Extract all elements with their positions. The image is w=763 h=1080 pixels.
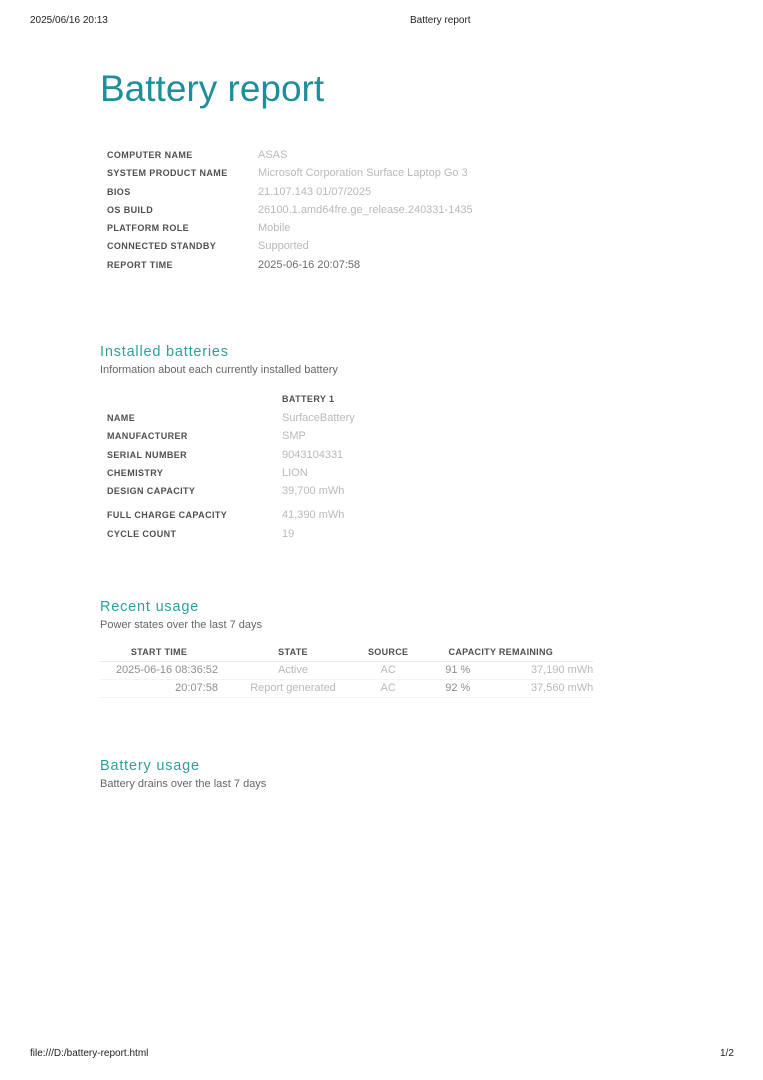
info-value: Supported <box>258 240 309 253</box>
info-value: 21.107.143 01/07/2025 <box>258 185 372 198</box>
info-row <box>107 256 473 274</box>
recent-usage-table <box>100 644 593 698</box>
battery-usage-heading: Battery usage <box>100 758 200 774</box>
col-capacity-remaining: CAPACITY REMAINING <box>408 644 593 661</box>
info-label: SYSTEM PRODUCT NAME <box>107 168 228 179</box>
usage-header-row <box>100 644 593 661</box>
battery-row <box>107 427 355 445</box>
print-header-datetime: 2025/06/16 20:13 <box>30 15 108 26</box>
battery-row <box>107 506 355 524</box>
battery-value: SMP <box>282 430 306 443</box>
system-info-table <box>107 146 473 274</box>
battery-label: CHEMISTRY <box>107 467 164 478</box>
info-label: COMPUTER NAME <box>107 150 193 160</box>
info-row <box>107 219 473 237</box>
col-start-time: START TIME <box>100 644 218 661</box>
battery-label: SERIAL NUMBER <box>107 449 188 460</box>
battery-info-table <box>107 389 355 543</box>
info-row <box>107 164 473 182</box>
col-state: STATE <box>218 644 368 661</box>
info-value: Mobile <box>258 222 291 235</box>
info-value: ASAS <box>258 149 288 161</box>
recent-usage-heading: Recent usage <box>100 599 200 615</box>
usage-source: AC <box>368 661 408 679</box>
info-row <box>107 237 473 255</box>
battery-row <box>107 482 355 500</box>
info-row <box>107 201 473 219</box>
battery-column-header: BATTERY 1 <box>282 394 335 404</box>
battery-label: DESIGN CAPACITY <box>107 486 196 497</box>
battery-value: 9043104331 <box>282 448 344 461</box>
usage-row <box>100 661 593 679</box>
battery-row <box>107 446 355 464</box>
usage-state: Report generated <box>218 679 368 697</box>
info-label: REPORT TIME <box>107 259 173 270</box>
usage-row <box>100 679 593 697</box>
battery-usage-subtitle: Battery drains over the last 7 days <box>100 778 267 790</box>
usage-source: AC <box>368 679 408 697</box>
info-value: 2025-06-16 20:07:58 <box>258 258 361 271</box>
installed-batteries-subtitle: Information about each currently installed battery <box>100 364 338 376</box>
battery-label: NAME <box>107 413 136 423</box>
col-source: SOURCE <box>368 644 408 661</box>
recent-usage-subtitle: Power states over the last 7 days <box>100 619 263 631</box>
info-label: PLATFORM ROLE <box>107 223 190 234</box>
info-label: BIOS <box>107 186 131 197</box>
battery-row <box>107 409 355 427</box>
battery-row <box>107 525 355 543</box>
usage-state: Active <box>218 661 368 679</box>
info-value: Microsoft Corporation Surface Laptop Go 3 <box>258 167 468 180</box>
battery-label: MANUFACTURER <box>107 431 188 442</box>
battery-value: 41,390 mWh <box>282 509 345 522</box>
battery-value: SurfaceBattery <box>282 412 355 424</box>
battery-value: 39,700 mWh <box>282 485 345 498</box>
battery-row <box>107 464 355 482</box>
usage-start-time: 20:07:58 <box>100 679 218 697</box>
battery-label: CYCLE COUNT <box>107 528 177 539</box>
info-row <box>107 146 473 164</box>
info-label: OS BUILD <box>107 204 154 215</box>
usage-mwh: 37,190 mWh <box>470 661 593 679</box>
print-footer-file-url: file:///D:/battery-report.html <box>30 1048 149 1059</box>
usage-start-time: 2025-06-16 08:36:52 <box>100 661 218 679</box>
info-row <box>107 183 473 201</box>
battery-value: 19 <box>282 527 295 540</box>
print-header-title: Battery report <box>410 15 471 26</box>
battery-value: LION <box>282 466 308 479</box>
info-label: CONNECTED STANDBY <box>107 241 217 252</box>
installed-batteries-heading: Installed batteries <box>100 344 229 360</box>
usage-percent: 92 % <box>408 679 470 697</box>
print-footer-page-number: 1/2 <box>720 1048 734 1059</box>
usage-mwh: 37,560 mWh <box>470 679 593 697</box>
usage-percent: 91 % <box>408 661 470 679</box>
battery-label: FULL CHARGE CAPACITY <box>107 510 228 521</box>
page-title: Battery report <box>100 68 325 109</box>
info-value: 26100.1.amd64fre.ge_release.240331-1435 <box>258 203 473 216</box>
